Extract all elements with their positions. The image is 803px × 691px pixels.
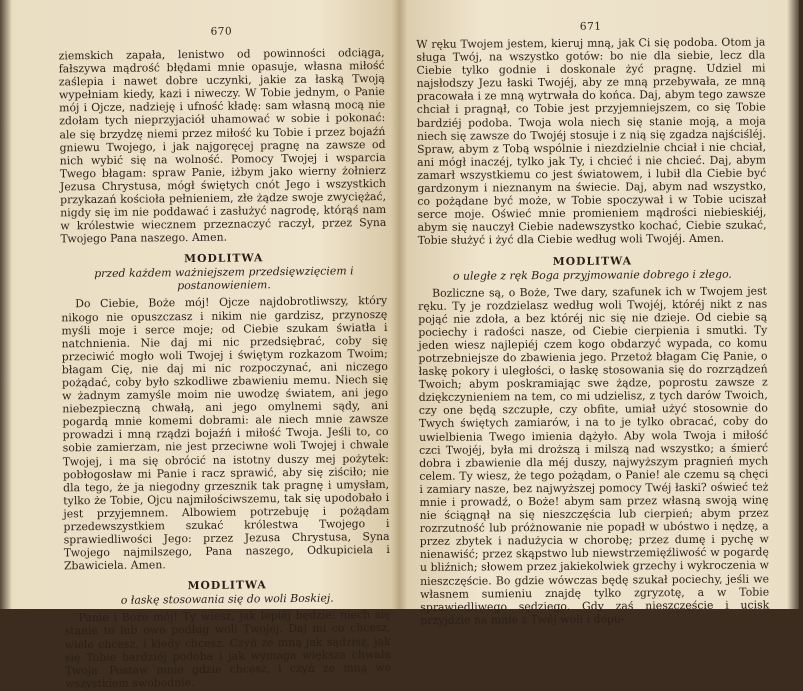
right-section-text: Bozliczne są, o Boże, Twe dary, szafunek ich w Twojem jest ręku. Ty je rozdzielasz według woli Twojéj, któréj nikt z nas pojąć nie zdoła, a bez któréj nic się nie dzieje. Od ciebie są pociechy i radości nasze, od Ciebie cierpienia i smutki. Ty jeden wiesz najlepiéj czem kogo obdarzyć wypada, co komu potrzebniejsze do zbawienia jego. Przetoż błagam Cię Panie, o łaskę pokory i uległości, o łaskę stosowania się do rozrządzeń Twoich; abym poskramiając swe żądze, poprostu zawsze z dziękczynieniem na tem, co mi udzielisz, z tych darów Twoich, czy one będą szczupłe, czy obfite, umiał użyć stosownie do Twych świętych zamiarów, i na to je tylko obracać, coby do uwielbienia Twego imienia dążyło. Aby wola Twoja i miłość czci Twojéj, była mi droższą i milszą nad wszystko; a śmierć dobra i zbawienie dla méj duszy, najwyższym pragnień mych celem. Ty wiesz, że tego pożądam, o Panie! ale czemu są chęci i zamiary nasze, bez najwyższej pomocy Twéj łaski? oświeć też mnie i prowadź, o Boże! abym sam przez własną swoją winę nie ściągnął na się nieszczęścia lub cierpień; abym przez rozrzutność lub próżnowanie nie popadł w ubóstwo i nędzę, a przez zbytek i nadużycia w chorobę; przez dumę i pychę w nienawiść; przez skąpstwo lub niewstrzemięźliwość w pogardę u bliźnich; słowem przez jakiekolwiek grzechy i wykroczenia w nieszczęście. Bo gdzie wówczas będę szukał pociechy, jeśli we własnem sumieniu znajdę tylko zgryzotę, a w Tobie sprawiedliwego sędziego. Gdy zaś nieszczęście i ucisk przyjdzie na mnie z Twéj woli i dopu-: [418, 283, 770, 627]
right-intro-text: W ręku Twojem jestem, kieruj mną, jak Ci się podoba. Otom ja sługa Twój, na wszystko gotów: bo nie dla siebie, lecz dla Ciebie tylko godnie i doskonale żyć pragnę. Udziel mi najsłodszy Jezu łaski Twojéj, aby ze mną przebywała, ze mną pracowała i ze mną wytrwała do końca. Daj, abym tego zawsze chciał i pragnął, co Tobie jest przyjemniejszem, co się Tobie bardziéj podoba. Twoja wola niech się stanie moją, a moja niech się zawsze do Twojéj stosuje i z nią się zgadza najściśléj. Spraw, abym z Tobą wspólnie i niezdzielnie chciał i nie chciał, ani mógł inaczéj, tylko jak Ty, i chcieć i nie chcieć. Daj, abym zamarł wszystkiemu co jest światowem, i lubił dla Ciebie być gardzonym i nieznanym na świecie. Daj, abym nad wszystko, co pożądane być może, w Tobie spoczywał i w Tobie uciszał serce moje. Oświeć mnie promieniem mądrości niebieskiéj, abym się nauczył Ciebie nadewszystko kochać, Ciebie szukać, Tobie służyć i żyć dla Ciebie według woli Twojéj. Amen.: [416, 35, 767, 248]
left-intro-text: ziemskich zapała, lenistwo od powinności odciąga, fałszywa mądrość błędami mnie opasuje, własna miłość zaślepia i nawet dobre uczynki, jakie za łaską Twoją wypełniam kiedy, kazi i niweczy. W Tobie jednym, o Panie mój i Ojcze, nadzieję i ufność kładę: sam własną mocą nie zdołam tych nieprzyjaciół uhamować w sobie i pokonać: ale się brzydzę niemi przez miłość ku Tobie i przez bojaźń gniewu Twojego, i jak najgoręcej pragnę na zawsze od nich wybić się na wolność. Pomocy Twojej i wsparcia Twego błagam: spraw Panie, iżbym jako wierny żołnierz Jezusa Chrystusa, mógł świętych cnót Jego i wszystkich przykazań kościoła pełnieniem, złe żądze swoje zwyciężać, nigdy się im nie poddawać i zasłużyć nagrodę, którąś nam w królestwie wiecznem przeznaczyć raczył, przez Syna Twojego Pana naszego. Amen.: [58, 45, 387, 246]
right-section-heading: MODLITWA: [552, 253, 632, 268]
left-section1-heading: MODLITWA: [184, 251, 264, 266]
right-page-number: 671: [579, 20, 602, 33]
right-page: [402, 0, 803, 627]
left-section2-text: Panie i Boże mój! Ty wiesz, jak lepiéj będzie: niech się stanie to lub owo podług woli Twojéj. Daj mi co chcesz, wiele chcesz, i kiedy chcesz. Czyń ze mną jak sądzisz, jak się Tobie bardziéj podoba i jak wymaga większa chwała Twoja. Postaw mnie gdzie chcesz, i czyń ze mną we wszystkiem swobodnie.: [64, 608, 392, 691]
left-page-number: 670: [210, 25, 233, 38]
left-section1-text: Do Ciebie, Boże mój! Ojcze najdobrotliwszy, który nikogo nie opuszczasz i nikim nie gardzisz, przynoszę myśli moje i serce moje; od Ciebie szukam światła i natchnienia. Nie daj mi nic przedsiębrać, coby się przeciwić mogło woli Twojej i świętym rozkazom Twoim; błagam Cię, nie daj mi nic rozpoczynać, ani niczego pożądać, coby było szkodliwe zbawieniu memu. Niech się w żadnym zamyśle moim nie uwodzę światem, ani jego niebezpieczną chwałą, ani jego omylnemi sądy, ani pogardą mnie komemi dobrami: ale niech mnie zawsze prowadzi i mną rządzi bojaźń i miłość Twoja. Jeśli to, co sobie zamierzam, nie jest przeciwne woli Twojej i chwale Twojej, i ma się obrócić na istotny duszy mej pożytek: pobłogosław mi Panie i racz sprawić, aby się ziściło; nie dla tego, że ja niegodny grzesznik tak pragnę i umysłam, tylko że Tobie, Ojcu najmiłościwszemu, tak się upodobało i jest przyjemnem. Albowiem potrzebuję i pożądam przedewszystkiem szukać królestwa Twojego i sprawiedliwości Jego: przez Jezusa Chrystusa, Syna Twojego najmilszego, Pana naszego, Odkupiciela i Zbawiciela. Amen.: [61, 294, 390, 573]
left-section2-subheading: o łaskę stosowania się do woli Boskiej.: [120, 591, 334, 608]
left-section2-heading: MODLITWA: [187, 578, 267, 593]
left-section1-subheading: przed każdem ważniejszem przedsięwzięciem i postanowieniem.: [94, 264, 354, 293]
right-section-subheading: o uległe z ręk Boga przyjmowanie dobrego i złego.: [452, 267, 732, 283]
